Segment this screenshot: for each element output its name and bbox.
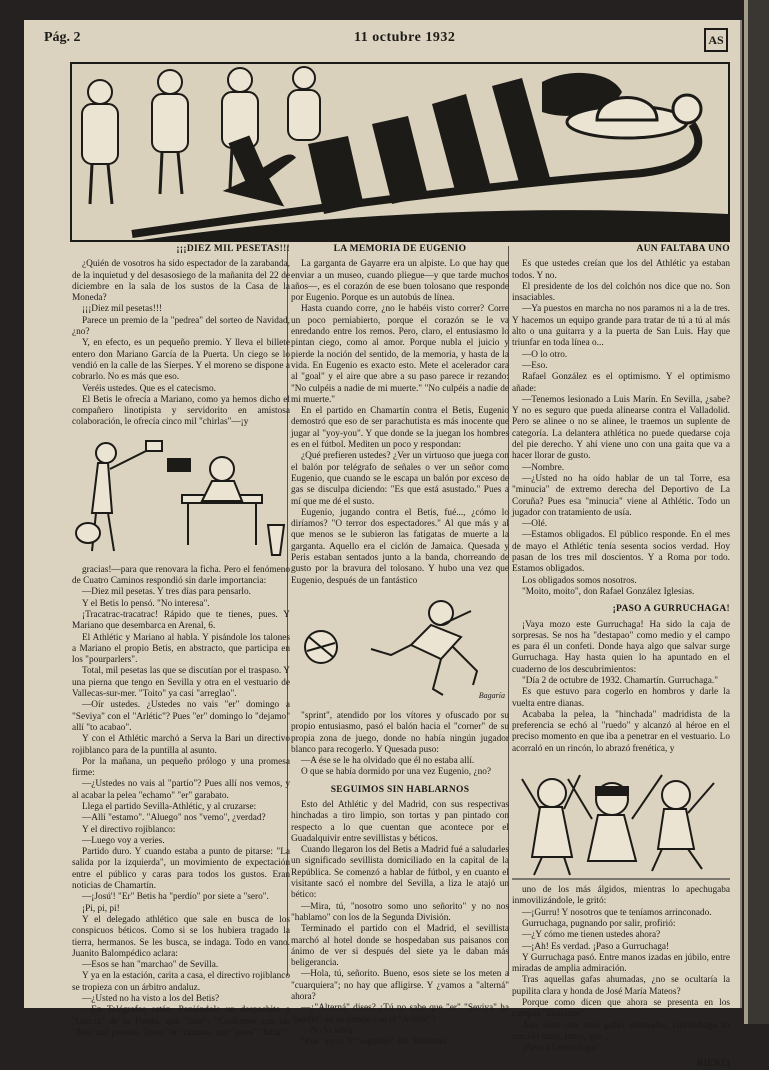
paragraph: —¡Ah! Es verdad. ¡Paso a Gurruchaga! [522, 941, 670, 952]
paragraph: O que se había dormido por una vez Eugenio, ¿no? [301, 767, 492, 778]
paragraph: Cuando llegaron los del Betis a Madrid fué a saludarles un significado sevillista domiciliado en la capital de la República. Se comenzó a hablar de fútbol, y en cuanto el visitante sacó el nombre del Sevilla, a liza le atajó un bético: [291, 845, 509, 901]
paragraph: Eugenio, jugando contra el Betis, fué..., ¿cómo lo diríamos? "O terror dos espectadores." Al que más y al que menos se le subieron las fatigatas de muerte a la garganta. Aquello era el ciclón de Jamaica. Quesada y Peris estaban sentados junto a la banda, chorreando de gusto por la bravura del tolosano. Y hubo una vez que Eugenio, después de un fantástico [291, 507, 509, 586]
paragraph: ¡Vaya mozo este Gurruchaga! Ha sido la caja de sorpresas. Se nos ha "destapao" como medio y el campo es para él un confeti. Donde haya algo que salvar surge Gurruchaga. Hay hasta quien lo ha apuntado en el cuaderno de los descubrimientos: [512, 619, 730, 675]
paragraph: —Ya puestos en marcha no nos paramos ni a la de tres. Y hacemos un equipo grande para tratar de tú a tú al más alto o una guitarra y a la puerta de San Luis. Hay que triunfar en toda línea o... [512, 304, 730, 349]
paragraph: ¡Paso a Gurruchaga! [522, 1043, 599, 1054]
paragraph: ¿Quién de vosotros ha sido espectador de la zarabanda, de la inquietud y del desasosiego de la mañanita del 22 de diciembre en la sala de los sustos de la Casa de la Moneda? [72, 259, 290, 304]
paragraph: Acababa la pelea, la "hinchada" madridista de la preferencia se echó al "ruedo" y alcanzó al héroe en el preciso momento en que iba a penetrar en el vestuario. Lo acorraló en un rincón, lo abrazó frenética, y [512, 709, 730, 754]
banner-illustration [72, 64, 728, 240]
paragraph: ¿Qué prefieren ustedes? ¿Ver un virtuoso que juega con el balón por telégrafo de señales o ver un señor como Eugenio, que cuando se le escapa un balón por exceso de gas se disculpa diciendo: "Es que está asustado." Pues a mí que me dé el susto. [291, 451, 509, 507]
article-heading: SEGUIMOS SIN HABLARNOS [330, 784, 470, 795]
paragraph: —Mira, tú, "nosotro somo uno señorito" y no nos "hablamo" con los de la Segunda División. [291, 901, 509, 923]
article-column-3 [512, 244, 730, 1069]
paragraph: —¡Josú'! "Er" Betis ha "perdío" por siete a "sero". [82, 892, 269, 903]
paragraph: Y el directivo rojiblanco: [82, 824, 176, 835]
paragraph: —No lo sabía. [301, 1025, 355, 1036]
paragraph: Es que estuvo para cogerlo en hombros y darle la vuelta entre dianas. [512, 687, 730, 709]
paragraph: Parece un premio de la "pedrea" del sorteo de Navidad, ¿no? [72, 315, 290, 338]
page-number: Pág. 2 [44, 30, 81, 45]
paragraph: El Betis le ofrecía a Mariano, como ya hemos dicho el compañero linotipista y servidorito en amistosa colaboración, le ofrecía cinco mil "chirlas"—¡y [72, 394, 290, 428]
paragraph: —¿Ustedes no vais al "partío"? Pues allí nos vemos, y al acabar la pelea "echamo" "er" garabato. [72, 779, 290, 801]
paragraph: Y, en efecto, es un pequeño premio. Y lleva el billete entero don Mariano García de la Puerta. Un ciego se lo vendió en la calle de las Sierpes. Y el moreno se dispone a cobrarlo. No es más que eso. [72, 338, 290, 383]
retablillo-banner [70, 62, 730, 242]
paragraph: —Olé. [522, 519, 548, 530]
cartoon-man-with-ticket-illustration [72, 433, 290, 561]
paragraph: Rafael González es el optimismo. Y el optimismo añade: [512, 372, 730, 394]
page-header [44, 30, 728, 52]
article-column-1 [72, 244, 290, 1038]
paragraph: —O lo otro. [522, 349, 568, 360]
paragraph: Hasta cuando corre, ¿no le habéis visto correr? Corre un poco perniabierto, porque el corazón se le va enredando entre los remos. Pero, claro, el entusiasmo lo pintan ciego, como al amor. Porque nubla el juicio y pierde la noción del sentido, de la memoria, y hasta de la vida. En Eugenio es exacto esto. Mete el acelerador cara al "goal" y el aire que abre a su paso parece ir rezando: "No culpéis a nadie de mi muerte." "No culpéis a nadie de mi muerte." [291, 304, 509, 405]
paragraph: Y con el Athlétic marchó a Serva la Bari un directivo rojiblanco para de la puntilla al asunto. [72, 734, 290, 756]
paragraph: Los obligados somos nosotros. [522, 575, 637, 586]
paragraph: gracias!—para que renovara la ficha. Pero el fenómeno de Cuatro Caminos respondió sin darle importancia: [72, 564, 290, 587]
paragraph: —Hola, tú, señorito. Bueno, esos siete se los meten a "cuarquiera"; no hay que afligirse. Y ¿vamos a "alterná" ahora? [291, 969, 509, 1003]
cartoon-footballer-illustration [291, 587, 509, 711]
paragraph: —Diez mil pesetas. Y tres días para pensarlo. [82, 587, 251, 598]
artist-signature: Bagaría [478, 690, 505, 700]
cartoon-crowd-cheering-illustration [512, 759, 730, 881]
paragraph: En el partido en Chamartín contra el Betis, Eugenio demostró que eso de ser parachutista es más inocente que jugar al "yoy-you". Y que donde se la juegan los hombres es en el fútbol. Mediten un poco y respondan: [291, 406, 509, 451]
paragraph: Partido duro. Y cuando estaba a punto de pitarse: "La salida por la izquierda", un movimiento de expectación entre el público y caras para todos los gustos. Eran noticias de Chamartín. [72, 847, 290, 892]
paragraph: El presidente de los del colchón nos dice que no. Son insaciables. [512, 281, 730, 304]
paragraph: Y el delegado athlético que sale en busca de los conspicuos béticos. Como si se los hubiera tragado la tierra, hermanos. Se les busca, se indaga. Todo en vano. Juanito Balompédico aclara: [72, 914, 290, 959]
paragraph: —¿Usted no ha oído hablar de un tal Torre, esa "minucia" de extremo derecha del Deportivo de La Coruña? Pues esa "minucia" viene al Athlétic. Todo un jugador con tratamiento de usía. [512, 473, 730, 518]
paragraph: El Athlétic y Mariano al habla. Y pisándole los talones a Mariano el propio Betis, en abstracto, que participa en los "pourparlers". [72, 632, 290, 666]
paragraph: ¡Pi, pi, pi! [82, 903, 120, 914]
paragraph: "Día 2 de octubre de 1932. Chamartín. Gurruchaga." [522, 675, 719, 686]
paragraph: —¿"Alterná" dises? ¿Tú no sabe que "er" "Seviya" ha "perdío" en su campo con el "Arlétic"? [291, 1003, 509, 1025]
paragraph: ¡Tracatrac-tracatrac! Rápido que te tienes, pues. Y Mariano que desembarca en Arenal, 6. [72, 609, 290, 632]
paragraph: Porque como dicen que ahora se presenta en los campos "disfrazao". [512, 998, 730, 1020]
adjacent-page-edge [744, 0, 769, 1024]
paragraph: —Oír ustedes. ¿Ustedes no vais "er" domingo a "Seviya" con el "Arlétic"? Pues "er" domingo lo "dejamo" allí "to acabao". [72, 700, 290, 733]
paragraph: Y Gurruchaga pasó. Entre manos izadas en júbilo, entre miradas de amplia admiración. [512, 952, 730, 975]
paragraph: Es que ustedes creían que los del Athlétic ya estaban todos. Y no. [512, 259, 730, 281]
paragraph: —Tenemos lesionado a Luis Marín. En Sevilla, ¿sabe? Y no es seguro que pueda alinearse contra el Valladolid. Pero se alinee o no se alinee, le traemos un suplente de categoría. La delantera athlética no puede quedarse coja del pie derecho. Y ahí viene uno con una gaita que va a hacer llorar de gusto. [512, 394, 730, 462]
footballer-drawing [291, 587, 509, 711]
paragraph: —En Telégrafos están. Poniéndole un despachito a "García" de la Puerta, que "dise": "Conforme con las "dies" mil pesetas. Toma "er" camino, que "jases" "farta"." [72, 1005, 290, 1038]
article-heading: LA MEMORIA DE EUGENIO [333, 244, 467, 254]
paragraph: "Moito, moito", don Rafael González Iglesias. [522, 586, 695, 597]
paragraph: La garganta de Gayarre era un alpiste. Lo que hay que enviar a un museo, cuando pliegue—y que tarde muchos años—, es el corazón de ese buen tolosano que responde por Eugenio. Porque es un autobús de línea. [291, 259, 509, 304]
paragraph: —¿Y cómo me tienen ustedes ahora? [522, 930, 661, 941]
author-signature: RIENZI [696, 1058, 730, 1069]
article-column-2 [291, 244, 509, 1048]
article-heading: AUN FALTABA UNO [636, 244, 730, 254]
article-heading: ¡¡¡DIEZ MIL PESETAS!!! [176, 244, 290, 254]
issue-date: 11 octubre 1932 [354, 30, 456, 45]
paragraph: "Pue" yo sí. Y "seguimo" sin "hablarno". [301, 1037, 453, 1048]
paragraph: Y ya en la estación, carita a casa, el directivo rojiblanco se tropieza con un árbitro andaluz. [72, 971, 290, 993]
paragraph: —Eso. [522, 360, 548, 371]
paragraph: Total, mil pesetas las que se discutían por el traspaso. Y una pierna que tengo en Sevilla y otra en el vestuario de Vallecas-sur-mer. "Toito" ya casi "arreglao". [72, 666, 290, 700]
paragraph: Por la mañana, un pequeño prólogo y una promesa firme: [72, 756, 290, 779]
paragraph: —¿Usted no ha visto a los del Betis? [82, 994, 220, 1005]
paragraph: —Estamos obligados. El público responde. En el mes de mayo el Athlétic tenía sesenta socios verdad. Hoy pasan de los tres mil doscientos. Y a Roma por todo. Estamos obligados. [512, 530, 730, 575]
paragraph: Terminado el partido con el Madrid, el sevillista marchó al hotel donde se hospedaban sus paisanos con ánimo de ver si después del siete ya le daban más beligerancia. [291, 924, 509, 969]
paragraph: —Luego voy a veries. [82, 835, 165, 846]
paragraph: Tras aquellas gafas ahumadas, ¿no se ocultaría la pupilita clara y honda de José María Mateos? [512, 975, 730, 997]
masthead-logo: AS [704, 28, 728, 52]
paragraph: —¡Gurru! Y nosotros que te teníamos arrinconado. [522, 907, 712, 918]
paragraph: Llega el partido Sevilla-Athlétic, y al cruzarse: [82, 801, 257, 812]
paragraph: Aun visto tras unas gafas ahumadas, Gurruchaga ha crecido tanto, tanto, que... [512, 1020, 730, 1042]
paragraph: "sprint", atendido por los vítores y ofuscado por su propio entusiasmo, pasó el balón hacia el "corner" de su propia zona de juego, donde no había ningún jugador blanco para recogerlo. Y Quesada puso: [291, 710, 509, 755]
paragraph: —Esos se han "marchao" de Sevilla. [82, 960, 219, 971]
paragraph: —Allí "estamo". "Aluego" nos "vemo", ¿verdad? [82, 813, 266, 824]
paragraph: Y el Betis lo pensó. "No interesa". [82, 598, 210, 609]
paragraph: ¡¡¡Diez mil pesetas!!! [82, 304, 163, 315]
article-heading: ¡PASO A GURRUCHAGA! [612, 604, 730, 615]
paragraph: Esto del Athlétic y del Madrid, con sus respectivas hinchadas a tiro limpio, son tortas y pan pintado con respecto a lo que cuentan que acontece por el Guadalquivir entre sevillistas y béticos. [291, 799, 509, 844]
paragraph: Veréis ustedes. Que es el catecismo. [82, 383, 216, 394]
paragraph: Gurruchaga, pugnando por salir, profirió: [522, 918, 676, 929]
paragraph: uno de los más álgidos, mientras lo apechugaba inmovilizándole, le gritó: [512, 885, 730, 907]
paragraph: —A ése se le ha olvidado que él no estaba allí. [301, 756, 475, 767]
paragraph: —Nombre. [522, 462, 565, 473]
